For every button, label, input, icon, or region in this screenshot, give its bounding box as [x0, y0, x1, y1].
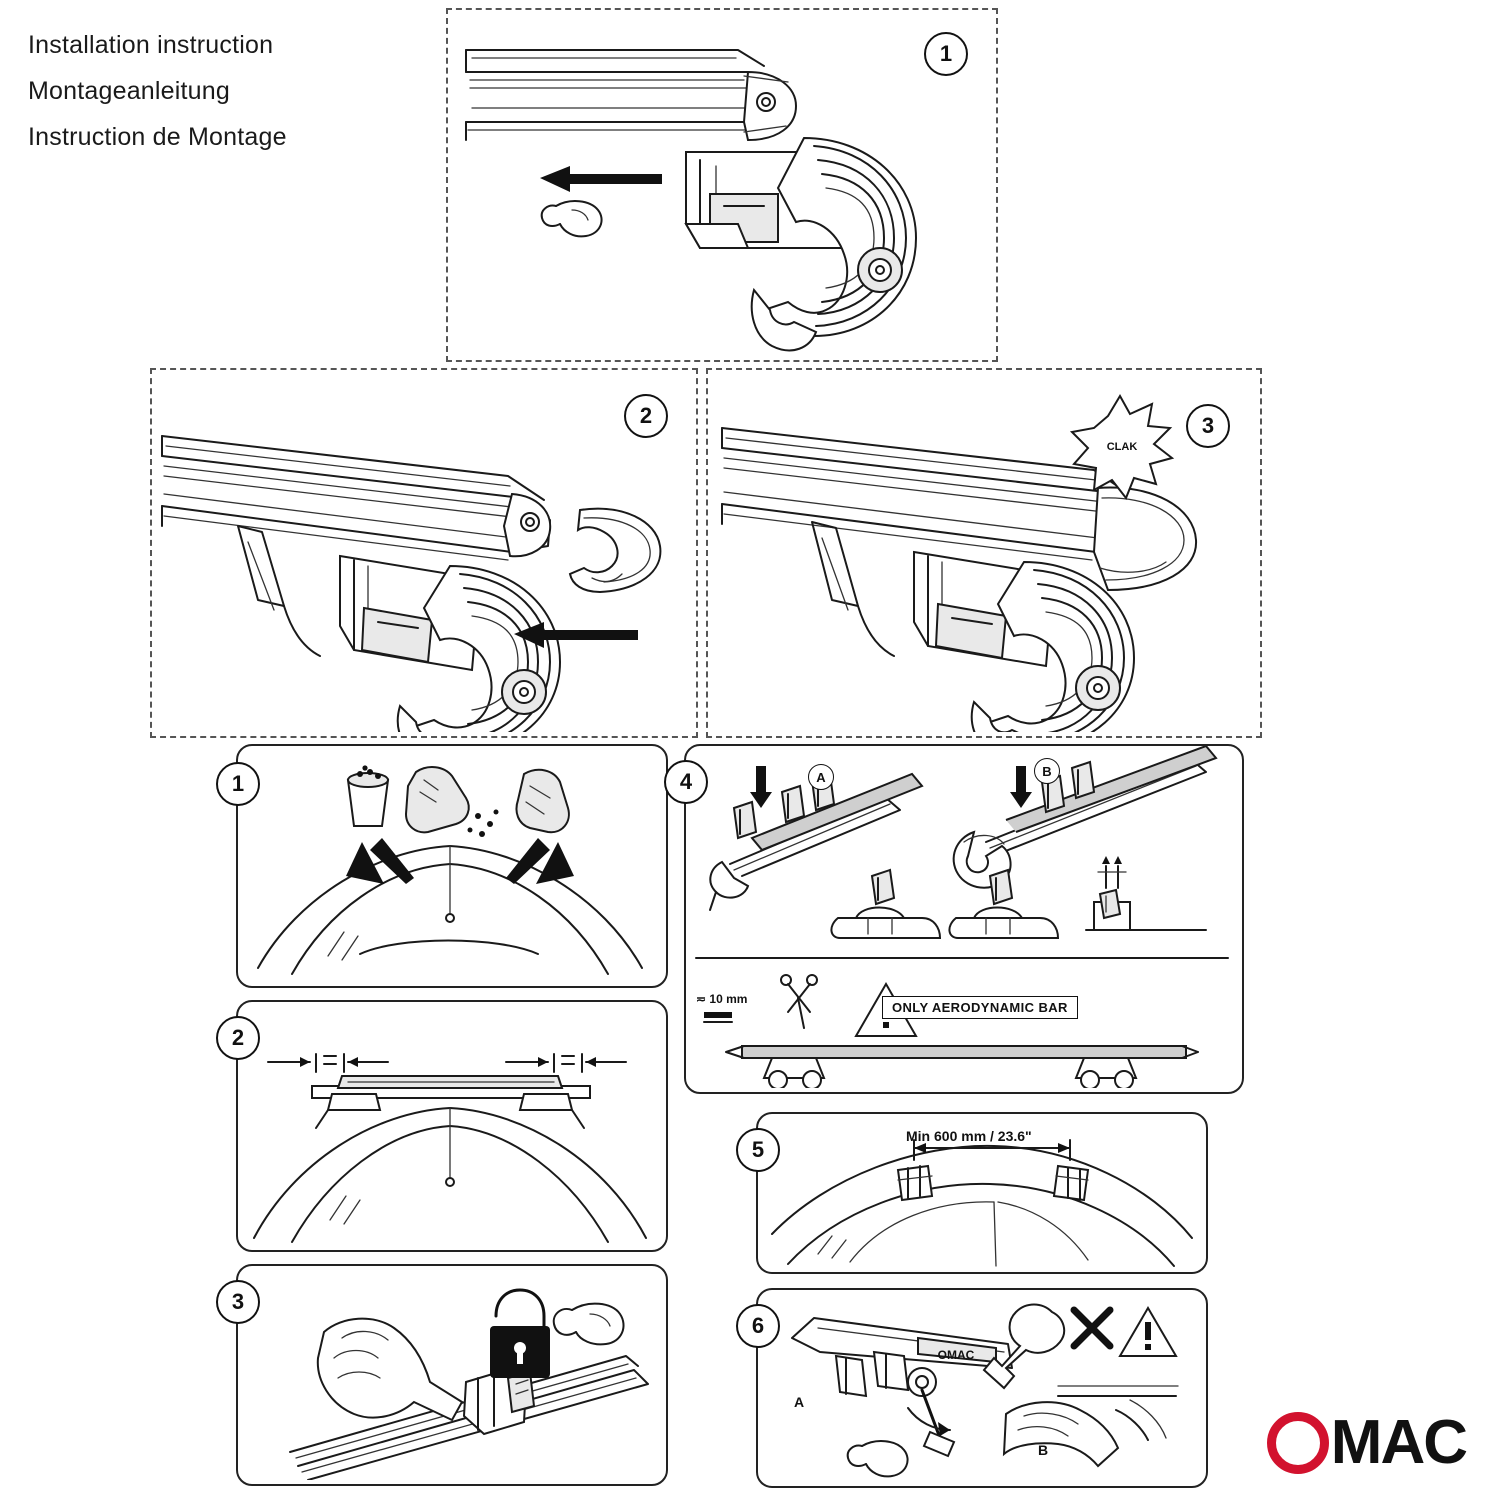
- foot-icon-1: [831, 870, 940, 938]
- step-badge-left-1: 1: [216, 762, 260, 806]
- lock-icon: [490, 1290, 550, 1378]
- measure-equal-left-icon: [268, 1054, 388, 1072]
- step-badge-left-2: 2: [216, 1016, 260, 1060]
- panel-right-step-4: [679, 744, 1244, 1094]
- omac-o-mark: [1267, 1412, 1329, 1474]
- arrow-left-icon: [540, 166, 662, 192]
- step-badge-3: 3: [1186, 404, 1230, 448]
- cleaning-cup-icon: [348, 765, 388, 826]
- mount-clip-right: [1054, 1166, 1088, 1200]
- measure-equal-right-icon: [506, 1054, 626, 1072]
- sub-label-a6: A: [794, 1394, 805, 1410]
- crossbar-icon: [312, 1076, 590, 1128]
- svg-text:CLAK: CLAK: [1106, 441, 1138, 453]
- strong-arm-icon: [554, 1304, 624, 1345]
- title-block: [28, 22, 408, 160]
- gap-label: ≂ 10 mm: [696, 992, 748, 1006]
- sub-label-b: B: [1034, 758, 1060, 784]
- step-badge-1: 1: [924, 32, 968, 76]
- arrow-down-icon: [1010, 766, 1032, 808]
- panel-left-step-2: [231, 1000, 668, 1252]
- title-line-fr: Instruction de Montage: [28, 123, 287, 151]
- panel-step-1: [446, 8, 998, 362]
- title-line-de: Montageanleitung: [28, 77, 230, 105]
- omac-wordmark-rest: AC: [1380, 1408, 1466, 1477]
- min-distance-label: Min 600 mm / 23.6": [906, 1128, 1032, 1144]
- cross-forbidden-icon: [1074, 1310, 1110, 1346]
- hand-icon: [1004, 1386, 1178, 1466]
- clip-icon-b2: [1072, 762, 1094, 798]
- step-badge-right-4: 4: [664, 760, 708, 804]
- step-badge-2: 2: [624, 394, 668, 438]
- strong-arm-icon: [542, 201, 602, 236]
- clak-burst-icon: [1072, 396, 1172, 498]
- aerodynamic-bar-label: ONLY AERODYNAMIC BAR: [882, 996, 1078, 1019]
- step-badge-left-3: 3: [216, 1280, 260, 1324]
- panel-right-step-6: [751, 1288, 1208, 1488]
- arrow-down-icon: [750, 766, 772, 808]
- glove-icon: [406, 767, 499, 837]
- step-badge-right-6: 6: [736, 1304, 780, 1348]
- strong-arm-icon: [848, 1441, 908, 1476]
- clamp-icon: [464, 1370, 534, 1434]
- wrench-icon: [984, 1305, 1064, 1389]
- clip-icon-a1: [734, 802, 756, 838]
- panel-step-2: [150, 368, 698, 738]
- title-line-en: Installation instruction: [28, 31, 274, 59]
- cloth-icon: [517, 770, 569, 832]
- panel-step-3: [706, 368, 1262, 738]
- scissors-icon: [781, 975, 817, 1028]
- warning-triangle-icon: [1120, 1308, 1176, 1356]
- detail-clip-icon: [1086, 856, 1206, 930]
- svg-text:OMAC: OMAC: [937, 1348, 975, 1362]
- panel-right-step-5: [751, 1112, 1208, 1274]
- mount-clip-left: [898, 1166, 932, 1200]
- clip-icon-a2: [782, 786, 804, 822]
- panel-left-step-1: [231, 744, 668, 988]
- panel-left-step-3: [231, 1264, 668, 1486]
- sub-label-b6: B: [1038, 1442, 1049, 1458]
- omac-logo: [1267, 1408, 1466, 1477]
- end-cap: [570, 509, 660, 592]
- step-badge-right-5: 5: [736, 1128, 780, 1172]
- omac-wordmark-m: M: [1330, 1408, 1381, 1477]
- sub-label-a: A: [808, 764, 834, 790]
- hand-icon: [318, 1319, 462, 1420]
